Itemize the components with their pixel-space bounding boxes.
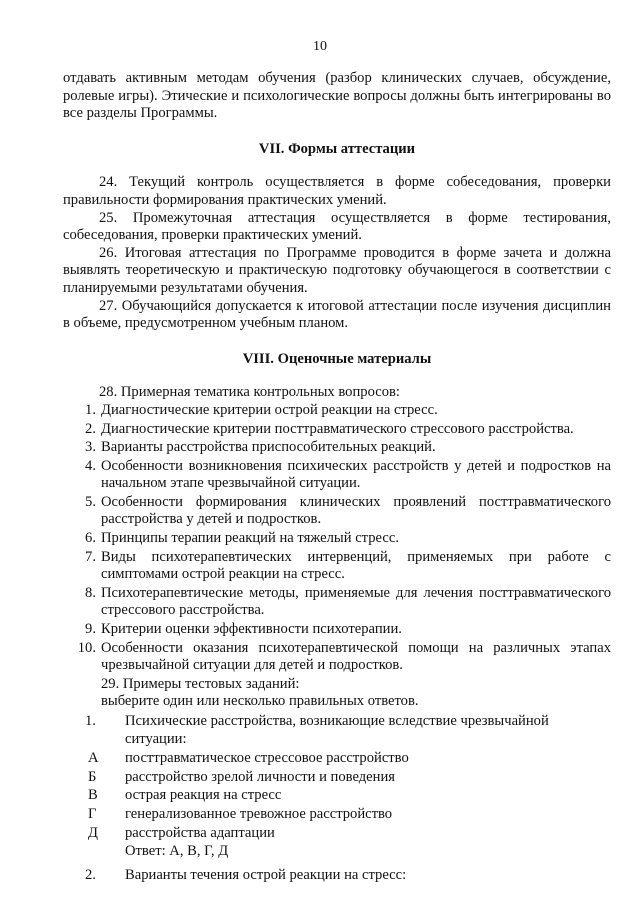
list-item: 2. Диагностические критерии посттравматического стрессового расстройства. <box>85 420 574 437</box>
list-item: 8. Психотерапевтические методы, применяемые для лечения посттравматического стрессового расстройства. <box>85 584 611 619</box>
paragraph-25: 25. Промежуточная аттестация осуществляется в форме тестирования, собеседования, проверки практических умений. <box>63 209 611 244</box>
paragraph-27: 27. Обучающийся допускается к итоговой аттестации после изучения дисциплин в объеме, предусмотренном учебным планом. <box>63 297 611 332</box>
test-option: Г генерализованное тревожное расстройство <box>88 805 393 822</box>
list-item: 1. Диагностические критерии острой реакции на стресс. <box>85 401 438 418</box>
paragraph-29: 29. Примеры тестовых заданий: <box>101 675 300 692</box>
section-8-title: VIII. Оценочные материалы <box>242 350 432 367</box>
test-option: А посттравматическое стрессовое расстройство <box>88 750 409 767</box>
test-question: 1. Психические расстройства, возникающие вследствие чрезвычайной ситуации: <box>85 713 549 747</box>
list-item: 5. Особенности формирования клинических проявлений посттравматического расстройства у детей и подростков. <box>85 493 611 528</box>
test-question: 2. Варианты течения острой реакции на стресс: <box>85 866 407 883</box>
list-item: 10. Особенности оказания психотерапевтической помощи на различных этапах чрезвычайной ситуации для детей и подростков. <box>77 639 611 674</box>
control-questions-list <box>63 402 611 675</box>
intro-paragraph: отдавать активным методам обучения (разбор клинических случаев, обсуждение, ролевые игры). Этические и психологические вопросы должны быть интегрированы во все разделы Программы. <box>63 70 611 122</box>
list-item: 4. Особенности возникновения психических расстройств у детей и подростков на начальном этапе чрезвычайной ситуации. <box>85 457 611 492</box>
list-item: 9. Критерии оценки эффективности психотерапии. <box>85 621 402 638</box>
test-option: В острая реакция на стресс <box>88 787 282 804</box>
document-body <box>63 70 611 886</box>
paragraph-28: 28. Примерная тематика контрольных вопросов: <box>99 384 400 401</box>
list-item: 6. Принципы терапии реакций на тяжелый стресс. <box>85 530 399 547</box>
list-item: 3. Варианты расстройства приспособительных реакций. <box>85 439 436 456</box>
page-number: 10 <box>313 39 327 54</box>
test-answer: Ответ: А, В, Г, Д <box>125 843 229 860</box>
test-option: Д расстройства адаптации <box>88 824 275 841</box>
list-item: 7. Виды психотерапевтических интервенций, применяемых при работе с симптомами острой реакции на стресс. <box>85 548 611 583</box>
test-instruction: выберите один или несколько правильных ответов. <box>101 693 419 710</box>
paragraph-24: 24. Текущий контроль осуществляется в форме собеседования, проверки правильности формирования практических умений. <box>63 174 611 208</box>
test-item-1 <box>63 713 611 861</box>
test-option: Б расстройство зрелой личности и поведения <box>88 768 395 785</box>
test-item-2 <box>63 867 611 885</box>
paragraph-26: 26. Итоговая аттестация по Программе проводится в форме зачета и должна выявлять теоретическую и практическую подготовку обучающегося в соответствии с планируемыми результатами обучения. <box>63 244 611 296</box>
section-7-title: VII. Формы аттестации <box>258 140 416 157</box>
